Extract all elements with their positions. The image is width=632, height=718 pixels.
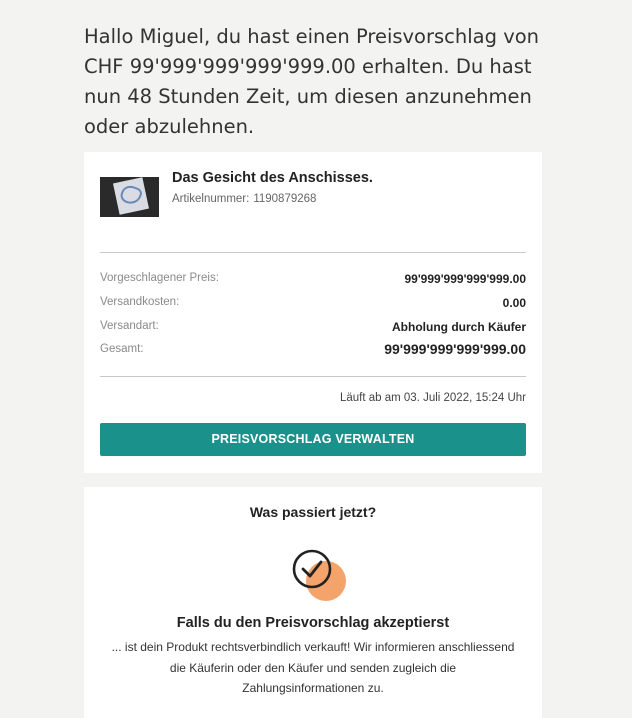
- proposed-price-value: 99'999'999'999'999.00: [404, 272, 526, 286]
- product-sku: [172, 193, 316, 205]
- shipping-cost-label: Versandkosten:: [100, 296, 180, 308]
- divider: [100, 376, 526, 377]
- greeting-text: Hallo Miguel, du hast einen Preisvorschlag von CHF 99'999'999'999'999.00 erhalten. Du hast nun 48 Stunden Zeit, um diesen anzunehmen oder abzulehnen.: [84, 25, 540, 138]
- divider: [100, 252, 526, 253]
- product-title[interactable]: Das Gesicht des Anschisses.: [172, 170, 373, 186]
- offer-card: [84, 152, 542, 473]
- next-steps-card: [84, 487, 542, 718]
- manage-offer-button[interactable]: PREISVORSCHLAG VERWALTEN: [100, 423, 526, 456]
- expiry-text: Läuft ab am 03. Juli 2022, 15:24 Uhr: [339, 392, 526, 404]
- shipping-cost-value: 0.00: [502, 296, 526, 310]
- product-thumbnail[interactable]: [100, 177, 159, 217]
- product-summary: [100, 170, 526, 230]
- sku-label: Artikelnummer:: [172, 193, 250, 205]
- shipping-method-value: Abholung durch Käufer: [392, 320, 526, 334]
- next-steps-heading: Was passiert jetzt?: [249, 504, 377, 520]
- shipping-method-row: [100, 320, 526, 338]
- proposed-price-label: Vorgeschlagener Preis:: [100, 272, 219, 284]
- total-label: Gesamt:: [100, 343, 144, 355]
- check-circle-icon: [288, 547, 350, 605]
- sku-value: 1190879268: [253, 193, 317, 205]
- proposed-price-row: [100, 272, 526, 290]
- shipping-cost-row: [100, 296, 526, 314]
- accept-heading: Falls du den Preisvorschlag akzeptierst: [176, 615, 450, 631]
- total-value: 99'999'999'999'999.00: [384, 341, 526, 357]
- accept-description: ... ist dein Produkt rechtsverbindlich verkauft! Wir informieren anschliessend die Käuferin oder den Käufer und senden zugleich die Zahlungsinformationen zu.: [111, 640, 515, 695]
- total-row: [100, 342, 526, 360]
- shipping-method-label: Versandart:: [100, 320, 159, 332]
